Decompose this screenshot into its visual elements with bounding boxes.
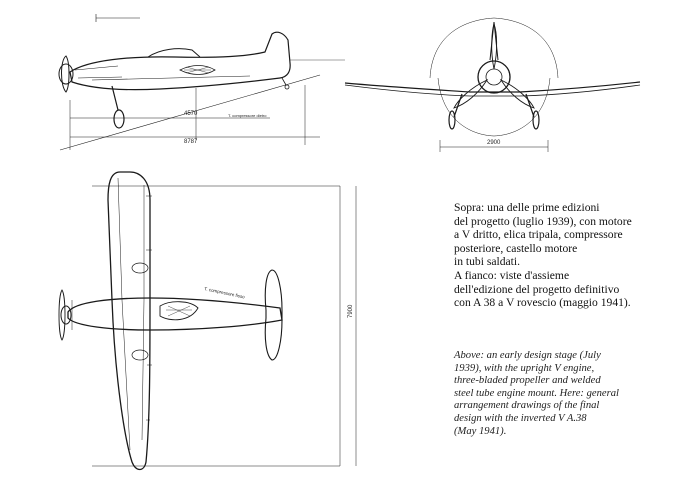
plan-dimension: 7900 [348, 304, 354, 318]
side-dimension-a: 4570 [184, 111, 198, 117]
side-view-drawing [59, 14, 345, 150]
plan-view-drawing [59, 172, 356, 470]
plan-mid-label: T. compressore fisso [203, 286, 246, 300]
side-dimension-b: 8787 [184, 139, 198, 145]
caption-italian: Sopra: una delle prime edizioni del progetto (luglio 1939), con motore a V dritto, elica tripala, compressore posteriore, castello motore in tubi saldati. A fianco: viste d'assieme dell'edizione del progetto definitivo con A 38 a V rovescio (maggio 1941). [454, 201, 632, 310]
front-view-drawing [345, 18, 640, 152]
side-note: T. compressore dietro [228, 113, 267, 118]
front-dimension: 2900 [487, 140, 501, 146]
caption-english: Above: an early design stage (July 1939), with the upright V engine, three-bladed propeller and welded steel tube engine mount. Here: general arrangement drawings of the final design with the inverted V A.38 (May 1941). [454, 350, 619, 437]
